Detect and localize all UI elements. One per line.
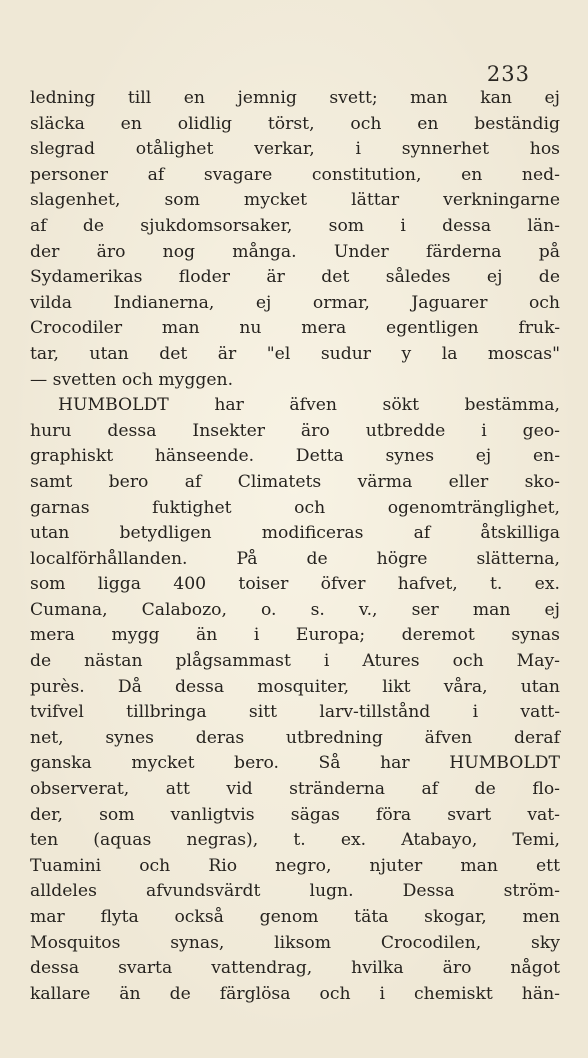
text-line: slagenhet, som mycket lättar verkningarne — [30, 190, 560, 211]
text-line: tvifvel tillbringa sitt larv-tillstånd i vatt- — [30, 702, 560, 723]
text-line: ledning till en jemnig svett; man kan ej — [30, 88, 560, 108]
text-line: mera mygg än i Europa; deremot synas — [30, 625, 560, 646]
text-line: Mosquitos synas, liksom Crocodilen, sky — [30, 932, 560, 953]
body-text — [30, 86, 560, 1007]
text-line: Crocodiler man nu mera egentligen fruk- — [30, 318, 560, 339]
text-line: Sydamerikas floder är det således ej de — [30, 267, 560, 288]
text-line: ganska mycket bero. Så har HUMBOLDT — [30, 753, 560, 774]
text-line: purès. Då dessa mosquiter, likt våra, utan — [30, 676, 560, 697]
text-line: net, synes deras utbredning äfven deraf — [30, 727, 560, 748]
text-line: mar flyta också genom täta skogar, men — [30, 907, 560, 927]
text-line: alldeles afvundsvärdt lugn. Dessa ström- — [30, 881, 560, 902]
text-line: der, som vanligtvis sägas föra svart vat- — [30, 804, 560, 825]
text-line: graphiskt hänseende. Detta synes ej en- — [30, 446, 560, 467]
text-line: ten (aquas negras), t. ex. Atabayo, Temi, — [30, 830, 560, 851]
text-line: — svetten och myggen. — [30, 369, 234, 390]
text-line: af de sjukdomsorsaker, som i dessa län- — [30, 215, 560, 236]
text-line: Tuamini och Rio negro, njuter man ett — [30, 855, 560, 876]
text-line: garnas fuktighet och ogenomtränglighet, — [30, 497, 560, 518]
text-line: localförhållanden. På de högre slätterna, — [30, 548, 560, 569]
text-line: huru dessa Insekter äro utbredde i geo- — [30, 420, 560, 441]
text-line: de nästan plågsammast i Atures och May- — [30, 651, 560, 672]
text-line: samt bero af Climatets värma eller sko- — [30, 471, 560, 492]
text-line: observerat, att vid stränderna af de flo- — [30, 779, 560, 800]
page-number: 233 — [486, 62, 530, 86]
text-line: släcka en olidlig törst, och en beständig — [30, 113, 560, 134]
text-line: tar, utan det är "el sudur y la moscas" — [30, 343, 560, 364]
text-line: vilda Indianerna, ej ormar, Jaguarer och — [30, 292, 560, 313]
text-line: slegrad otålighet verkar, i synnerhet hos — [30, 139, 560, 160]
text-line: dessa svarta vattendrag, hvilka äro något — [30, 958, 560, 979]
text-line: kallare än de färglösa och i chemiskt hän- — [30, 983, 560, 1004]
text-line: som ligga 400 toiser öfver hafvet, t. ex. — [30, 574, 560, 595]
text-line: Cumana, Calabozo, o. s. v., ser man ej — [30, 599, 560, 620]
text-line: utan betydligen modificeras af åtskilliga — [30, 523, 560, 544]
text-line: HUMBOLDT har äfven sökt bestämma, — [58, 395, 560, 416]
text-line: der äro nog många. Under färderna på — [30, 241, 560, 262]
text-line: personer af svagare constitution, en ned- — [30, 164, 560, 185]
